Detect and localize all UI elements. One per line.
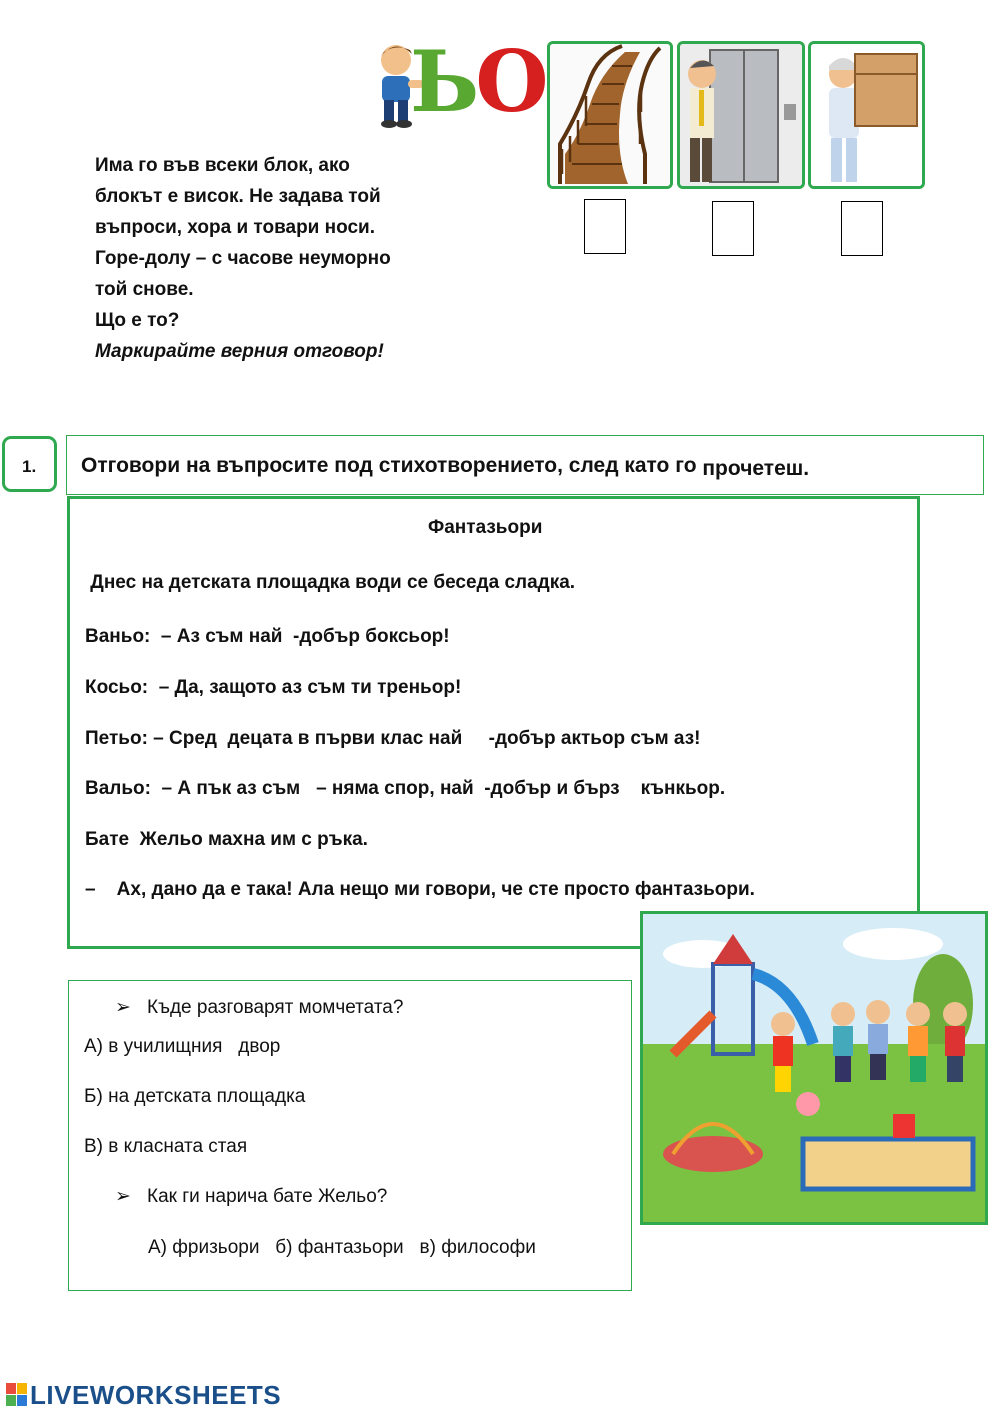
- riddle-line: въпроси, хора и товари носи.: [95, 217, 375, 238]
- elevator-icon: [680, 44, 802, 186]
- poem-line: – Ах, дано да е така! Ала нещо ми говори, че сте просто фантазьори.: [85, 879, 755, 900]
- riddle-line: Горе-долу – с часове неуморно: [95, 248, 391, 269]
- poem-line: Бате Жельо махна им с ръка.: [85, 829, 368, 850]
- riddle-line: Що е то?: [95, 310, 180, 331]
- question-1-option[interactable]: А) в училищния двор: [84, 1036, 281, 1057]
- poem-line: Вальо: – А пък аз съм – няма спор, най -добър и бърз кънкьор.: [85, 778, 726, 799]
- question-2: Как ги нарича бате Жельо?: [147, 1186, 388, 1207]
- riddle-text: [95, 150, 435, 367]
- answer-checkbox-stairs[interactable]: [584, 199, 626, 254]
- poem-title: Фантазьори: [428, 517, 543, 538]
- poem-line: Ваньо: – Аз съм най -добър боксьор!: [85, 626, 450, 647]
- answer-checkbox-elevator[interactable]: [712, 201, 754, 256]
- task-number-box: [2, 436, 57, 492]
- title-logo: [372, 32, 545, 131]
- task-instruction-end: прочетеш.: [702, 457, 810, 480]
- answer-image-elevator: [677, 41, 805, 189]
- answer-checkbox-porter[interactable]: [841, 201, 883, 256]
- brand-name: LIVEWORKSHEETS: [30, 1380, 282, 1410]
- playground-illustration: [640, 911, 988, 1225]
- poem-line: Косьо: – Да, защото аз съм ти треньор!: [85, 677, 462, 698]
- question-2-options[interactable]: А) фризьори б) фантазьори в) философи: [148, 1237, 536, 1258]
- liveworksheets-logo-icon: [6, 1383, 28, 1407]
- task-number: 1.: [22, 457, 37, 476]
- bullet-icon: ➢: [115, 997, 131, 1018]
- answer-image-porter: [808, 41, 925, 189]
- riddle-line: той снове.: [95, 279, 194, 300]
- riddle-line: Има го във всеки блок, ако: [95, 155, 350, 176]
- porter-icon: [811, 44, 922, 186]
- task-instruction: [81, 454, 809, 478]
- riddle-line: блокът е висок. Не задава той: [95, 186, 381, 207]
- task-instruction-text: Отговори на въпросите под стихотворението, след като го: [81, 454, 697, 477]
- riddle-instruction: Маркирайте верния отговор!: [95, 341, 384, 362]
- question-1: Къде разговарят момчетата?: [147, 997, 404, 1018]
- task-instruction-banner: [66, 435, 984, 495]
- answer-image-stairs: [547, 41, 673, 189]
- playground-image: [643, 914, 985, 1222]
- bullet-icon: ➢: [115, 1186, 131, 1207]
- logo-letters: ЬО: [410, 32, 545, 131]
- question-1-option[interactable]: Б) на детската площадка: [84, 1086, 306, 1107]
- staircase-icon: [550, 44, 670, 186]
- poem-line: Петьо: – Сред децата в първи клас най -добър актьор съм аз!: [85, 728, 701, 749]
- poem-line: Днес на детската площадка води се беседа сладка.: [85, 572, 576, 593]
- question-1-option[interactable]: В) в класната стая: [84, 1136, 248, 1157]
